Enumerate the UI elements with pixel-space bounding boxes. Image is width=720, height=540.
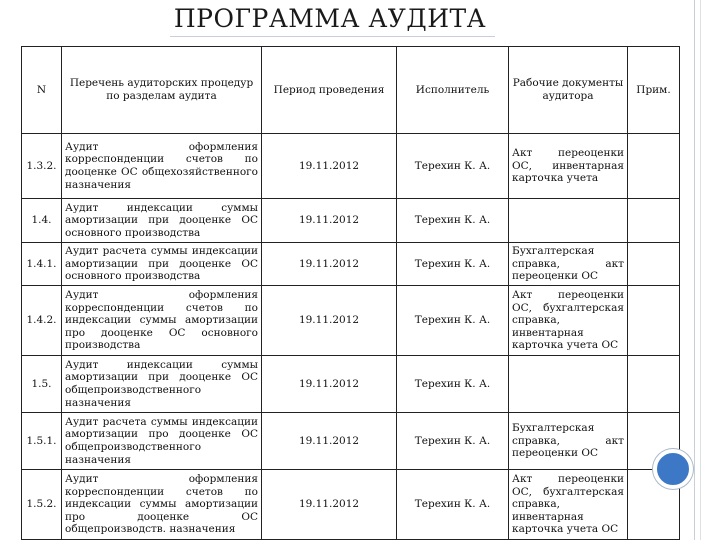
- row-documents: Бухгалтерская справка, акт переоценки ОС: [509, 243, 628, 286]
- row-documents: [509, 199, 628, 243]
- table-row: [22, 243, 680, 286]
- row-period: 19.11.2012: [262, 356, 397, 413]
- decorative-circle: [653, 449, 693, 489]
- header-notes: Прим.: [628, 47, 680, 134]
- row-documents: Акт переоценки ОС, бухгалтерская справка, инвентарная карточка учета ОС: [509, 470, 628, 540]
- row-notes: [628, 243, 680, 286]
- header-executor: Исполнитель: [397, 47, 509, 134]
- row-period: 19.11.2012: [262, 243, 397, 286]
- row-procedure: Аудит расчета суммы индексации амортизации про дооценке ОС общепроизводственного назначения: [62, 413, 262, 470]
- row-num: 1.4.1.: [22, 243, 62, 286]
- row-procedure: Аудит оформления корреспонденции счетов по индексации суммы амортизации про дооценке ОС общепроизводств. назначения: [62, 470, 262, 540]
- title-rule: [170, 36, 495, 37]
- row-notes: [628, 134, 680, 199]
- header-num: N: [22, 47, 62, 134]
- slide-frame-line-outer: [700, 0, 701, 540]
- row-executor: Терехин К. А.: [397, 199, 509, 243]
- page-title: ПРОГРАММА АУДИТА: [173, 4, 487, 33]
- audit-program-table: [21, 46, 680, 540]
- row-executor: Терехин К. А.: [397, 243, 509, 286]
- row-num: 1.4.2.: [22, 286, 62, 356]
- row-executor: Терехин К. А.: [397, 413, 509, 470]
- row-documents: Бухгалтерская справка, акт переоценки ОС: [509, 413, 628, 470]
- row-period: 19.11.2012: [262, 286, 397, 356]
- row-procedure: Аудит индексации суммы амортизации при дооценке ОС общепроизводственного назначения: [62, 356, 262, 413]
- table-row: [22, 134, 680, 199]
- row-period: 19.11.2012: [262, 470, 397, 540]
- row-procedure: Аудит оформления корреспонденции счетов по индексации суммы амортизации про дооценке ОС основного производства: [62, 286, 262, 356]
- row-executor: Терехин К. А.: [397, 470, 509, 540]
- header-procedures: Перечень аудиторских процедур по разделам аудита: [62, 47, 262, 134]
- row-procedure: Аудит расчета суммы индексации амортизации при дооценке ОС основного производства: [62, 243, 262, 286]
- table-row: [22, 413, 680, 470]
- row-period: 19.11.2012: [262, 134, 397, 199]
- row-procedure: Аудит индексации суммы амортизации при дооценке ОС основного производства: [62, 199, 262, 243]
- row-num: 1.5.1.: [22, 413, 62, 470]
- header-period: Период проведения: [262, 47, 397, 134]
- row-documents: Акт переоценки ОС, инвентарная карточка учета: [509, 134, 628, 199]
- row-num: 1.5.: [22, 356, 62, 413]
- row-notes: [628, 199, 680, 243]
- row-documents: [509, 356, 628, 413]
- table-row: [22, 286, 680, 356]
- table-row: [22, 199, 680, 243]
- row-executor: Терехин К. А.: [397, 356, 509, 413]
- row-period: 19.11.2012: [262, 199, 397, 243]
- table-header-row: [22, 47, 680, 134]
- row-num: 1.3.2.: [22, 134, 62, 199]
- row-procedure: Аудит оформления корреспонденции счетов по дооценке ОС общехозяйственного назначения: [62, 134, 262, 199]
- row-documents: Акт переоценки ОС, бухгалтерская справка, инвентарная карточка учета ОС: [509, 286, 628, 356]
- row-notes: [628, 356, 680, 413]
- row-executor: Терехин К. А.: [397, 286, 509, 356]
- row-num: 1.4.: [22, 199, 62, 243]
- header-documents: Рабочие документы аудитора: [509, 47, 628, 134]
- row-num: 1.5.2.: [22, 470, 62, 540]
- row-executor: Терехин К. А.: [397, 134, 509, 199]
- slide-frame-line: [694, 0, 695, 540]
- table-row: [22, 356, 680, 413]
- row-period: 19.11.2012: [262, 413, 397, 470]
- row-notes: [628, 286, 680, 356]
- table-row: [22, 470, 680, 540]
